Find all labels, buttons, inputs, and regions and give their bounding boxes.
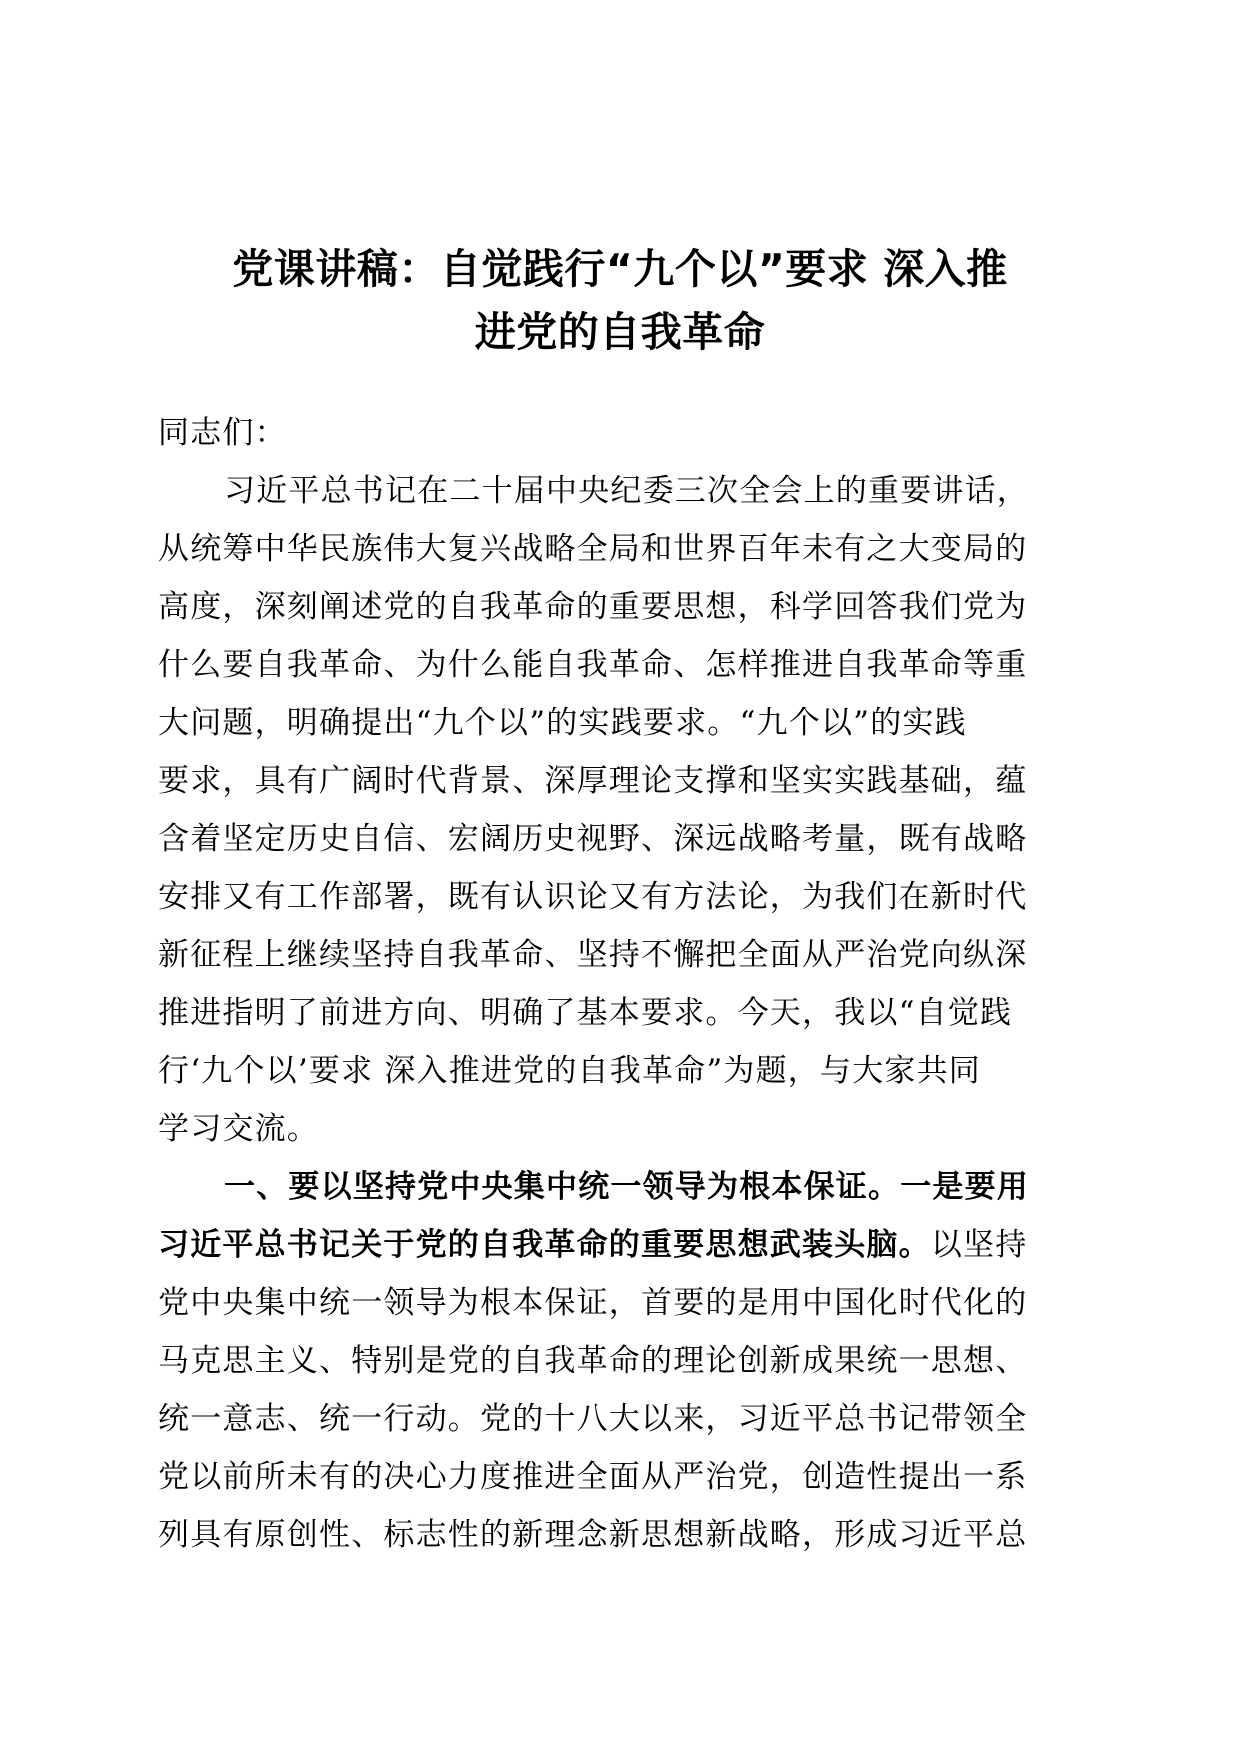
text-line: 马克思主义、特别是党的自我革命的理论创新成果统一思想、: [158, 1343, 1028, 1379]
document-title: [148, 238, 1092, 364]
text-line: 统一意志、统一行动。党的十八大以来，习近平总书记带领全: [158, 1401, 1028, 1437]
text-line: 含着坚定历史自信、宏阔历史视野、深远战略考量，既有战略: [158, 821, 1028, 857]
text-line: 党以前所未有的决心力度推进全面从严治党，创造性提出一系: [158, 1459, 1028, 1495]
text-line: 要求，具有广阔时代背景、深厚理论支撑和坚实实践基础，蕴: [158, 763, 1028, 799]
text-fragment: 以坚持: [930, 1227, 1028, 1263]
document-body: [158, 404, 1058, 1564]
text-line: 党中央集中统一领导为根本保证，首要的是用中国化时代化的: [158, 1285, 1028, 1321]
section-one-paragraph: [158, 1158, 1058, 1564]
text-line: 行‘九个以’要求 深入推进党的自我革命”为题，与大家共同: [158, 1053, 982, 1089]
section-subheading: 习近平总书记关于党的自我革命的重要思想武装头脑。: [158, 1227, 931, 1263]
salutation: 同志们：: [158, 415, 287, 451]
text-line: 学习交流。: [158, 1111, 319, 1147]
text-line: 从统筹中华民族伟大复兴战略全局和世界百年未有之大变局的: [158, 531, 1028, 567]
text-line: 高度，深刻阐述党的自我革命的重要思想，科学回答我们党为: [158, 589, 1028, 625]
title-line-1: 党课讲稿：自觉践行“九个以”要求 深入推: [232, 245, 1008, 293]
text-line: 大问题，明确提出“九个以”的实践要求。“九个以”的实践: [158, 705, 967, 741]
text-line: 习近平总书记在二十届中央纪委三次全会上的重要讲话，: [224, 473, 1029, 509]
paragraph-intro: [158, 462, 1058, 1158]
title-line-2: 进党的自我革命: [474, 308, 766, 356]
text-line: 新征程上继续坚持自我革命、坚持不懈把全面从严治党向纵深: [158, 937, 1028, 973]
text-line: 列具有原创性、标志性的新理念新思想新战略，形成习近平总: [158, 1517, 1028, 1553]
text-line: 推进指明了前进方向、明确了基本要求。今天，我以“自觉践: [158, 995, 1013, 1031]
text-line: 安排又有工作部署，既有认识论又有方法论，为我们在新时代: [158, 879, 1028, 915]
text-line: [158, 1216, 1058, 1274]
section-heading-line: 一、要以坚持党中央集中统一领导为根本保证。一是要用: [224, 1169, 1029, 1205]
text-line: 什么要自我革命、为什么能自我革命、怎样推进自我革命等重: [158, 647, 1028, 683]
